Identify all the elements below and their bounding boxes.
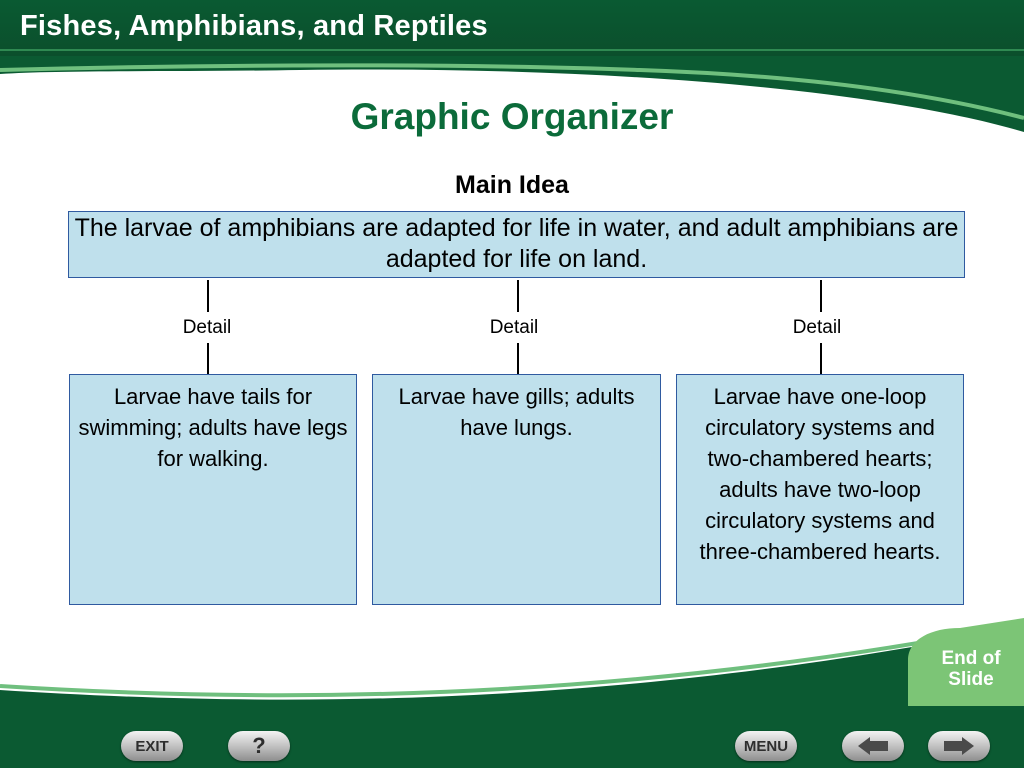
connector-line bbox=[517, 343, 519, 374]
connector-line bbox=[820, 343, 822, 374]
exit-button[interactable] bbox=[121, 731, 183, 761]
main-idea-box bbox=[68, 211, 965, 278]
help-icon: ? bbox=[252, 733, 266, 758]
detail-text-2: Larvae have gills; adults have lungs. bbox=[398, 384, 635, 440]
header-title: Fishes, Amphibians, and Reptiles bbox=[20, 10, 488, 42]
detail-box-3 bbox=[676, 374, 964, 605]
detail-text-3: Larvae have one-loop circulatory systems and two-chambered hearts; adults have two-loop circulatory systems and three-chambered hearts. bbox=[699, 384, 941, 564]
previous-button[interactable] bbox=[842, 731, 904, 761]
menu-button[interactable] bbox=[735, 731, 797, 761]
connector-line bbox=[207, 343, 209, 374]
detail-label-3: Detail bbox=[792, 317, 842, 338]
detail-label-2: Detail bbox=[489, 317, 539, 338]
end-of-slide-badge bbox=[934, 648, 1008, 690]
detail-text-1: Larvae have tails for swimming; adults have legs for walking. bbox=[78, 384, 348, 471]
help-button[interactable] bbox=[228, 731, 290, 761]
detail-box-2 bbox=[372, 374, 661, 605]
main-idea-label: Main Idea bbox=[455, 171, 569, 199]
end-of-slide-line2: Slide bbox=[948, 669, 994, 690]
main-idea-text: The larvae of amphibians are adapted for life in water, and adult amphibians are adapted for life on land. bbox=[74, 214, 959, 273]
connector-line bbox=[517, 280, 519, 312]
menu-button-label: MENU bbox=[743, 737, 789, 755]
detail-label-1: Detail bbox=[182, 317, 232, 338]
exit-button-label: EXIT bbox=[135, 737, 169, 755]
connector-line bbox=[207, 280, 209, 312]
left-arrow-icon bbox=[856, 737, 890, 755]
slide-title: Graphic Organizer bbox=[350, 96, 674, 137]
end-of-slide-line1: End of bbox=[941, 648, 1001, 669]
connector-line bbox=[820, 280, 822, 312]
next-button[interactable] bbox=[928, 731, 990, 761]
detail-box-1 bbox=[69, 374, 357, 605]
right-arrow-icon bbox=[942, 737, 976, 755]
